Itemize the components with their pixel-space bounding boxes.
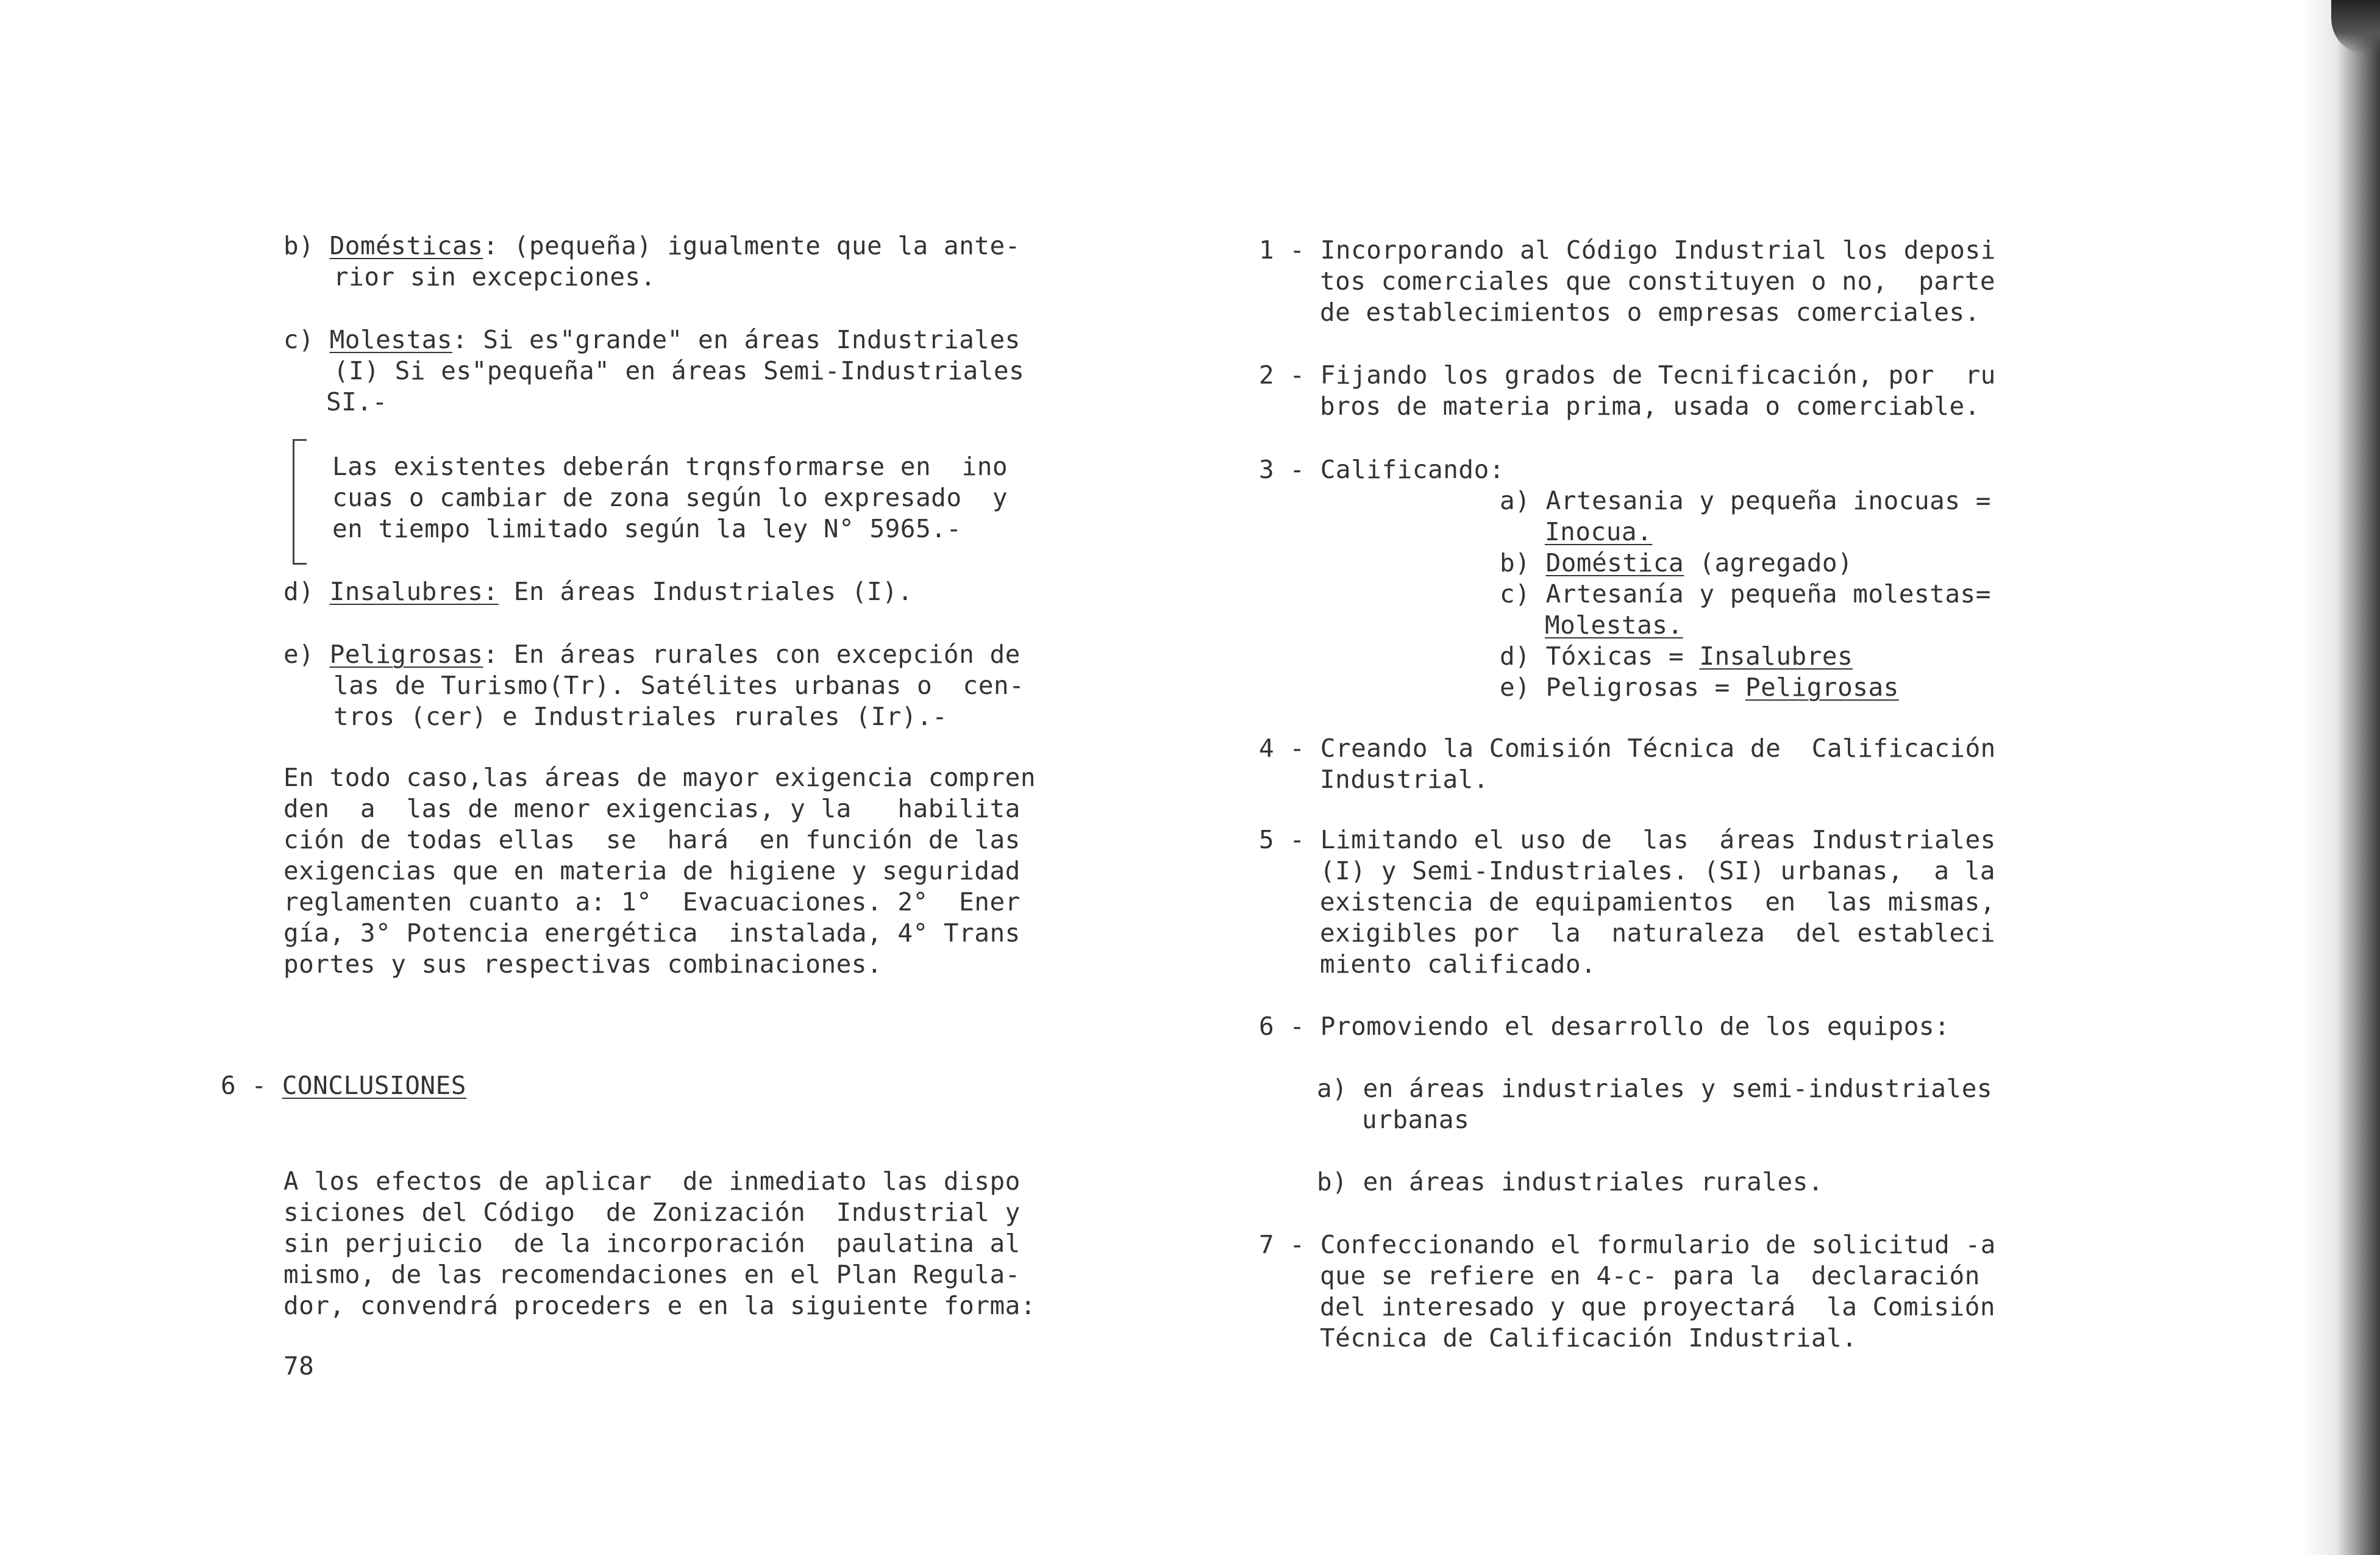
item-e-peligrosas: e) Peligrosas: En áreas rurales con excepción de las de Turismo(Tr). Satélites urbanas o cen- tros (cer) e Industriales rurales (Ir).- (283, 640, 1025, 731)
item-c-molestas: c) Molestas: Si es"grande" en áreas Industriales (I) Si es"pequeña" en áreas Semi-Industriales SI.- (283, 325, 1025, 416)
list-item-7: 7 - Confeccionando el formulario de solicitud -a que se refiere en 4-c- para la declaración del interesado y que proyectará la Comisión Técnica de Calificación Industrial. (1259, 1230, 1996, 1353)
item-d-insalubres: d) Insalubres: En áreas Industriales (I). (283, 577, 913, 606)
section-title: CONCLUSIONES (282, 1071, 466, 1100)
list-item-2: 2 - Fijando los grados de Tecnificación, por ru bros de materia prima, usada o comerciable. (1259, 360, 1996, 421)
page-binding-edge (2301, 0, 2380, 1555)
note-bracket (293, 439, 307, 565)
list-item-6-sublist: a) en áreas industriales y semi-industriales urbanas b) en áreas industriales rurales. (1317, 1074, 1993, 1196)
intro-paragraph: A los efectos de aplicar de inmediato las dispo siciones del Código de Zonización Industrial y sin perjuicio de la incorporación paulatina al mismo, de las recomendaciones en el Plan Regula- dor, convendrá proceders e en la siguiente forma: (283, 1167, 1036, 1320)
item-b-domesticas: b) Domésticas: (pequeña) igualmente que la ante- rior sin excepciones. (283, 231, 1021, 291)
list-item-4: 4 - Creando la Comisión Técnica de Calificación Industrial. (1259, 734, 1996, 794)
summary-paragraph: En todo caso,las áreas de mayor exigencia compren den a las de menor exigencias, y la habilita ción de todas ellas se hará en función de las exigencias que en materia de higiene y seguridad reglamenten cuanto a: 1° Evacuaciones. 2° Ener gía, 3° Potencia energética instalada, 4° Trans portes y sus respectivas combinaciones. (283, 763, 1036, 979)
list-item-3-sublist: a) Artesania y pequeña inocuas = Inocua. b) Doméstica (agregado) c) Artesanía y pequeña molestas= Molestas. d) Tóxicas = Insalubres e) Peligrosas = Peligrosas (1500, 486, 1991, 702)
list-item-5: 5 - Limitando el uso de las áreas Industriales (I) y Semi-Industriales. (SI) urbanas, a la existencia de equipamientos en las mismas, exigibles por la naturaleza del estableci miento calificado. (1259, 825, 1996, 979)
term-insalubres: Insalubres: (329, 577, 499, 606)
list-item-1: 1 - Incorporando al Código Industrial los deposi tos comerciales que constituyen o no, parte de establecimientos o empresas comerciales. (1259, 235, 1996, 327)
note-existentes: Las existentes deberán trqnsformarse en ino cuas o cambiar de zona según lo expresado y en tiempo limitado según la ley N° 5965.- (332, 452, 1008, 543)
list-item-6: 6 - Promoviendo el desarrollo de los equipos: (1259, 1012, 1950, 1041)
page-number: 78 (283, 1351, 315, 1381)
list-item-3: 3 - Calificando: (1259, 455, 1505, 484)
term-molestas: Molestas (329, 325, 453, 354)
term-domesticas: Domésticas (329, 231, 483, 260)
section-heading-conclusiones: 6 - CONCLUSIONES (221, 1071, 466, 1100)
term-peligrosas: Peligrosas (329, 640, 483, 669)
